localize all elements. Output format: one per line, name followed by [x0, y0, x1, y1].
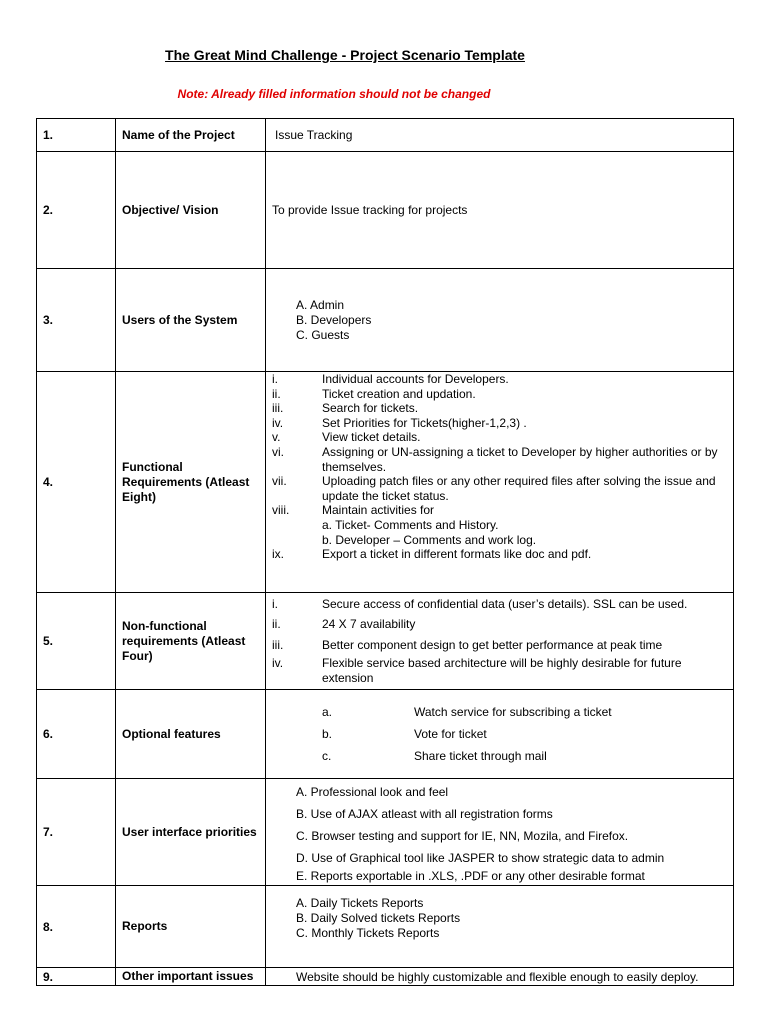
list-item: c. Share ticket through mail: [322, 749, 547, 763]
row-number: 1.: [37, 119, 116, 152]
row-label: Objective/ Vision: [116, 152, 266, 269]
row-label: Non-functional requirements (Atleast Four): [116, 593, 266, 690]
table-row: [37, 119, 734, 152]
row-value: [266, 372, 734, 593]
row-value: To provide Issue tracking for projects: [266, 152, 734, 269]
list-item: C. Monthly Tickets Reports: [296, 926, 440, 940]
note-text: Note: Already filled information should not be changed: [177, 87, 491, 101]
list-item: E. Reports exportable in .XLS, .PDF or any other desirable format: [296, 868, 645, 883]
row-label: Other important issues: [116, 968, 266, 986]
list-item: B. Daily Solved tickets Reports: [296, 911, 461, 925]
list-item: b. Developer – Comments and work log.: [322, 532, 537, 547]
row-number: 3.: [37, 269, 116, 372]
row-number: 4.: [37, 372, 116, 593]
list-item: b. Vote for ticket: [322, 727, 487, 741]
list-item: a. Watch service for subscribing a ticket: [322, 705, 612, 719]
row-label: Users of the System: [116, 269, 266, 372]
row-value: [266, 269, 734, 372]
list-item: B. Use of AJAX atleast with all registration forms: [296, 806, 553, 821]
row-value: Issue Tracking: [266, 119, 734, 152]
table-row: [37, 779, 734, 886]
document-title: The Great Mind Challenge - Project Scenario Template: [165, 47, 525, 63]
list-item: viii. Maintain activities for: [272, 503, 435, 518]
list-item: A. Admin: [296, 297, 345, 312]
row-label: Optional features: [116, 690, 266, 779]
row-label: Reports: [116, 886, 266, 968]
row-label: User interface priorities: [116, 779, 266, 886]
list-item: iv. Set Priorities for Tickets(higher-1,2,3) .: [272, 415, 527, 430]
list-item: vi. Assigning or UN-assigning a ticket to Developer by higher authorities or by themselves.: [272, 444, 718, 474]
list-item: D. Use of Graphical tool like JASPER to show strategic data to admin: [296, 850, 665, 865]
list-item: A. Professional look and feel: [296, 784, 449, 799]
list-item: iii. Search for tickets.: [272, 401, 419, 416]
table-row: [37, 269, 734, 372]
row-label: Name of the Project: [116, 119, 266, 152]
table-row: [37, 886, 734, 968]
row-value: Website should be highly customizable and flexible enough to easily deploy.: [266, 968, 734, 986]
list-item: a. Ticket- Comments and History.: [322, 517, 499, 532]
row-value: [266, 593, 734, 690]
table-row: [37, 968, 734, 986]
row-value: [266, 690, 734, 779]
list-item: A. Daily Tickets Reports: [296, 896, 424, 910]
row-label: Functional Requirements (Atleast Eight): [116, 372, 266, 593]
row-value: [266, 779, 734, 886]
row-number: 8.: [37, 886, 116, 968]
table-row: [37, 593, 734, 690]
table-row: [37, 690, 734, 779]
table-row: [37, 372, 734, 593]
scenario-table: [36, 118, 734, 986]
list-item: i. Individual accounts for Developers.: [272, 372, 509, 386]
list-item: C. Browser testing and support for IE, NN, Mozila, and Firefox.: [296, 828, 629, 843]
list-item: iv. Flexible service based architecture will be highly desirable for future extension: [272, 656, 682, 685]
list-item: C. Guests: [296, 327, 350, 342]
list-item: ii. 24 X 7 availability: [272, 617, 416, 632]
row-value: [266, 886, 734, 968]
list-item: vii. Uploading patch files or any other required files after solving the issue and update the ticket status.: [272, 474, 716, 503]
list-item: i. Secure access of confidential data (user’s details). SSL can be used.: [272, 596, 688, 611]
row-number: 6.: [37, 690, 116, 779]
row-number: 5.: [37, 593, 116, 690]
list-item: iii. Better component design to get better performance at peak time: [272, 637, 663, 652]
list-item: v. View ticket details.: [272, 430, 421, 445]
row-number: 9.: [37, 968, 116, 986]
table-row: [37, 152, 734, 269]
row-number: 7.: [37, 779, 116, 886]
list-item: ix. Export a ticket in different formats like doc and pdf.: [272, 547, 592, 562]
list-item: ii. Ticket creation and updation.: [272, 386, 476, 401]
row-number: 2.: [37, 152, 116, 269]
list-item: B. Developers: [296, 312, 372, 327]
